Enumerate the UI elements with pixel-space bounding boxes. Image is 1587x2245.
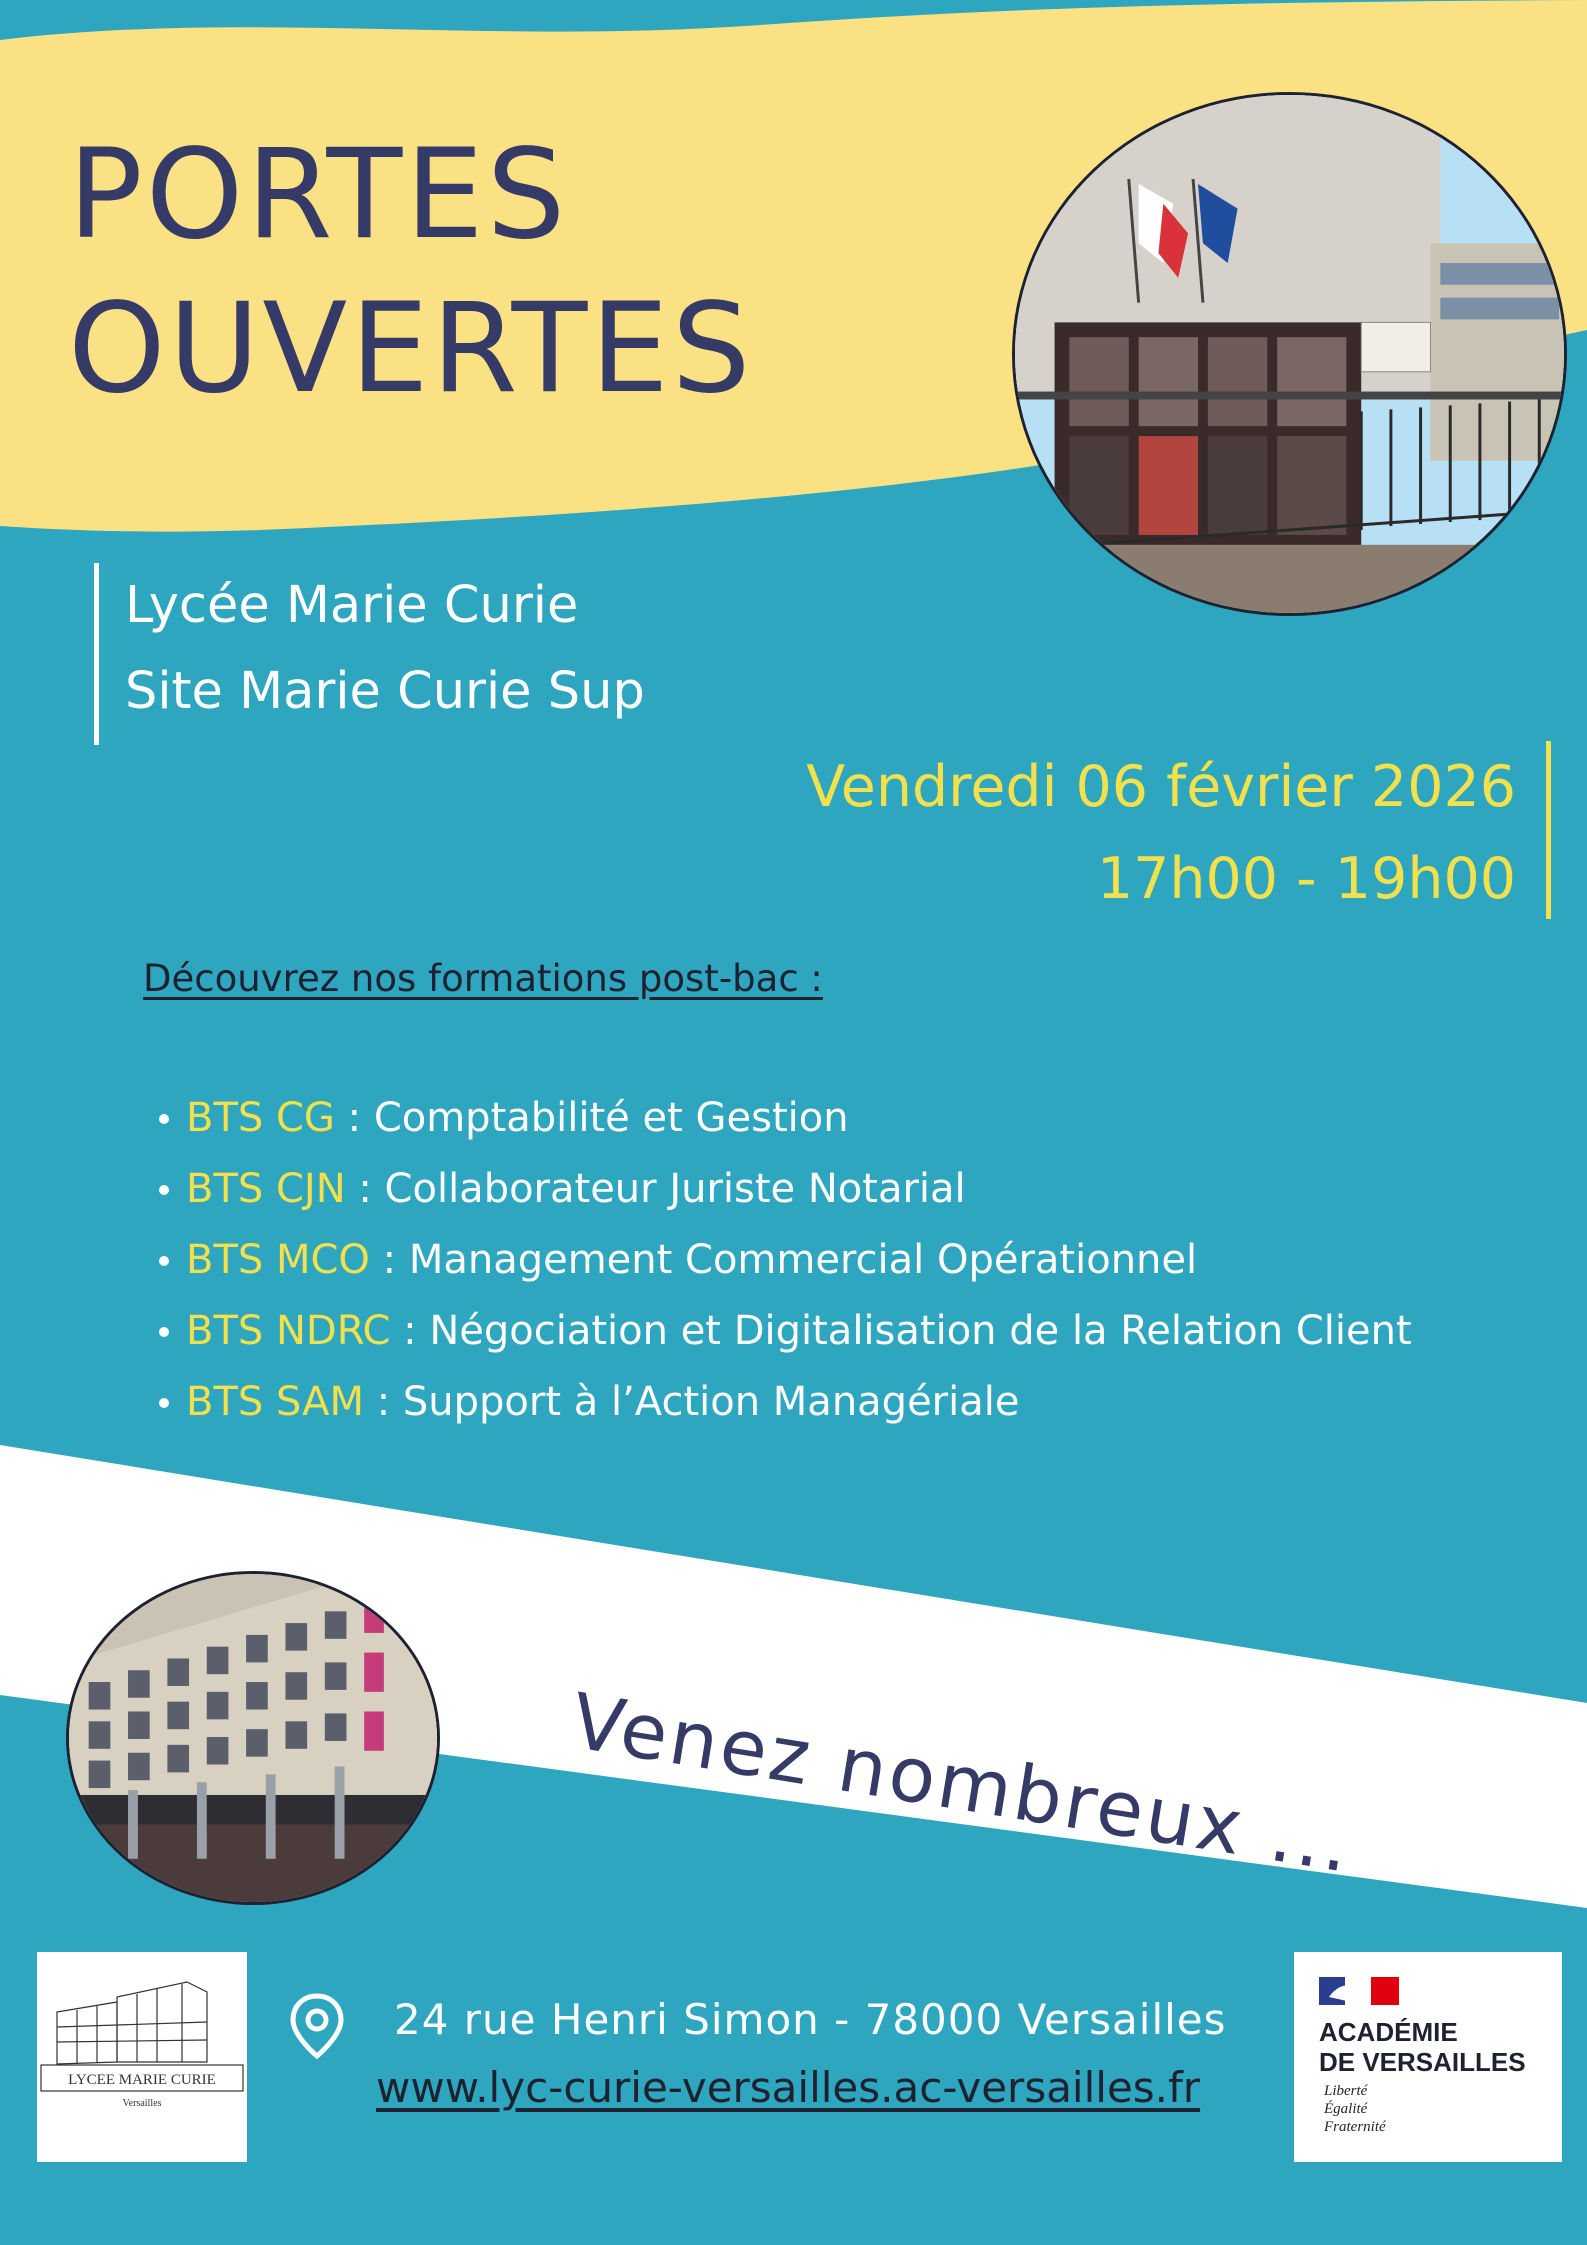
formation-code: BTS MCO (186, 1237, 370, 1283)
formation-label: Négociation et Digitalisation de la Relation Client (429, 1308, 1412, 1354)
list-item (186, 1083, 1412, 1154)
formation-code: BTS CG (186, 1095, 335, 1141)
website-link[interactable]: www.lyc-curie-versailles.ac-versailles.fr (376, 2063, 1201, 2112)
academie-motto (1324, 2082, 1386, 2136)
title-line-2: OUVERTES (68, 277, 754, 421)
formations-heading: Découvrez nos formations post-bac : (143, 957, 823, 1000)
formation-separator: : (364, 1379, 403, 1425)
title-line-1: PORTES (68, 123, 569, 267)
event-time: 17h00 - 19h00 (1096, 846, 1516, 912)
formation-separator: : (334, 1095, 374, 1141)
school-building-photo (66, 1571, 440, 1905)
event-date: Vendredi 06 février 2026 (806, 754, 1516, 820)
school-info (94, 563, 645, 745)
formation-label: Collaborateur Juriste Notarial (384, 1166, 966, 1212)
lycee-logo-subtext: Versailles (122, 2098, 162, 2109)
formation-label: Comptabilité et Gestion (373, 1095, 849, 1141)
academie-name (1319, 2017, 1526, 2077)
formation-separator: : (345, 1166, 385, 1212)
event-datetime (806, 741, 1551, 919)
academie-line-2: DE VERSAILLES (1319, 2047, 1526, 2077)
list-item (186, 1225, 1412, 1296)
list-item (186, 1367, 1412, 1438)
formation-label: Support à l’Action Managériale (402, 1379, 1020, 1425)
formations-list (186, 1083, 1412, 1438)
formation-label: Management Commercial Opérationnel (408, 1237, 1198, 1283)
motto-liberte: Liberté (1324, 2083, 1368, 2099)
formation-separator: : (390, 1308, 430, 1354)
page-title (68, 118, 753, 426)
school-site: Site Marie Curie Sup (125, 662, 645, 721)
motto-fraternite: Fraternité (1324, 2119, 1386, 2135)
list-item (186, 1154, 1412, 1225)
list-item (186, 1296, 1412, 1367)
academie-line-1: ACADÉMIE (1319, 2017, 1458, 2047)
address: 24 rue Henri Simon - 78000 Versailles (394, 1995, 1227, 2044)
school-name: Lycée Marie Curie (125, 576, 579, 635)
academie-logo (1294, 1952, 1562, 2162)
formation-code: BTS SAM (186, 1379, 364, 1425)
lycee-logo (37, 1952, 247, 2162)
formation-separator: : (369, 1237, 409, 1283)
location-pin-icon (288, 1992, 346, 2060)
motto-egalite: Égalité (1324, 2101, 1368, 2117)
slogan: Venez nombreux ... (565, 1676, 1359, 1890)
marianne-icon (1319, 1977, 1399, 2005)
formation-code: BTS CJN (186, 1166, 346, 1212)
formation-code: BTS NDRC (186, 1308, 391, 1354)
lycee-logo-text: LYCEE MARIE CURIE (68, 2072, 216, 2088)
school-entrance-photo (1012, 92, 1567, 616)
